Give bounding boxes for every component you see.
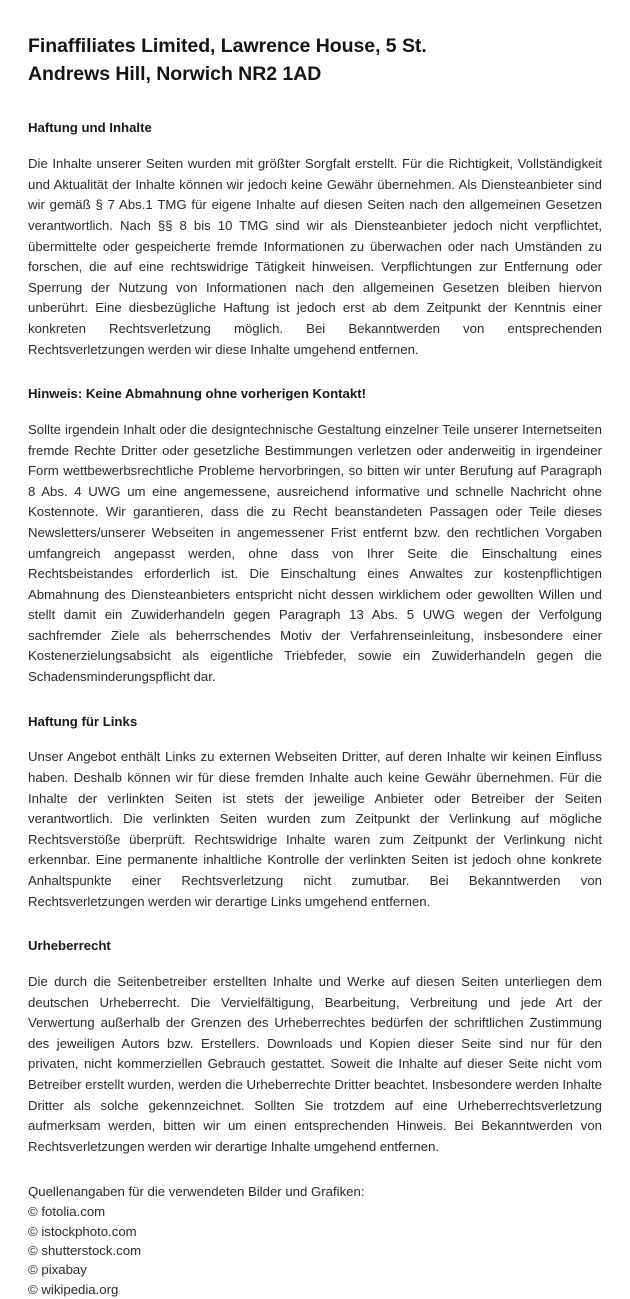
section-haftung-fuer-links bbox=[28, 713, 602, 913]
list-item: © istockphoto.com bbox=[28, 1223, 137, 1239]
section-heading: Hinweis: Keine Abmahnung ohne vorherigen Kontakt! bbox=[28, 386, 367, 402]
section-heading: Haftung und Inhalte bbox=[28, 120, 152, 136]
list-item: © wikipedia.org bbox=[28, 1281, 119, 1297]
section-body: Sollte irgendein Inhalt oder die designtechnische Gestaltung einzelner Teile unserer Internetseiten fremde Rechte Dritter oder gesetzliche Bestimmungen verletzen oder anderweitig in irgendeiner Form wettbewerbsrechtliche Probleme hervorbringen, so bitten wir unter Berufung auf Paragraph 8 Abs. 4 UWG um eine angemessene, ausreichend informative und schnelle Nachricht ohne Kostennote. Wir garantieren, dass die zu Recht beanstandeten Passagen oder Teile dieses Newsletters/unserer Webseiten in angemessener Frist entfernt bzw. den rechtlichen Vorgaben umfangreich angepasst werden, ohne dass von Ihrer Seite die Einschaltung eines Rechtsbeistandes erforderlich ist. Die Einschaltung eines Anwaltes zur kostenpflichtigen Abmahnung des Diensteanbieters entspricht nicht dessen wirklichem oder gewollten Willen und stellt damit ein Zuwiderhandeln gegen Paragraph 13 Abs. 5 UWG wegen der Verfolgung sachfremder Ziele als beherrschendes Motiv der Verfahrenseinleitung, insbesondere einer Kostenerzielungsabsicht als eigentliche Triebfeder, sowie ein Zuwiderhandeln gegen die Schadensminderungspflicht dar. bbox=[28, 421, 602, 685]
list-item: © fotolia.com bbox=[28, 1204, 106, 1220]
section-haftung-und-inhalte bbox=[28, 119, 602, 360]
section-urheberrecht bbox=[28, 937, 602, 1157]
section-heading: Urheberrecht bbox=[28, 938, 111, 954]
section-heading: Haftung für Links bbox=[28, 713, 138, 729]
image-sources-intro: Quellenangaben für die verwendeten Bilder und Grafiken: bbox=[28, 1184, 365, 1200]
section-body: Die Inhalte unserer Seiten wurden mit größter Sorgfalt erstellt. Für die Richtigkeit, Vollständigkeit und Aktualität der Inhalte können wir jedoch keine Gewähr übernehmen. Als Diensteanbieter sind wir gemäß § 7 Abs.1 TMG für eigene Inhalte auf diesen Seiten nach den allgemeinen Gesetzen verantwortlich. Nach §§ 8 bis 10 TMG sind wir als Diensteanbieter jedoch nicht verpflichtet, übermittelte oder gespeicherte fremde Informationen zu überwachen oder nach Umständen zu forschen, die auf eine rechtswidrige Tätigkeit hinweisen. Verpflichtungen zur Entfernung oder Sperrung der Nutzung von Informationen nach den allgemeinen Gesetzen bleiben hiervon unberührt. Eine diesbezügliche Haftung ist jedoch erst ab dem Zeitpunkt der Kenntnis einer konkreten Rechtsverletzung möglich. Bei Bekanntwerden von entsprechenden Rechtsverletzungen werden wir diese Inhalte umgehend entfernen. bbox=[28, 156, 602, 357]
list-item: © pixabay bbox=[28, 1262, 87, 1278]
page-title: Finaffiliates Limited, Lawrence House, 5 St. Andrews Hill, Norwich NR2 1AD bbox=[28, 35, 427, 85]
section-body: Die durch die Seitenbetreiber erstellten Inhalte und Werke auf diesen Seiten unterliegen dem deutschen Urheberrecht. Die Vervielfältigung, Bearbeitung, Verbreitung und jede Art der Verwertung außerhalb der Grenzen des Urheberrechtes bedürfen der schriftlichen Zustimmung des jeweiligen Autors bzw. Erstellers. Downloads und Kopien dieser Seite sind nur für den privaten, nicht kommerziellen Gebrauch gestattet. Soweit die Inhalte auf dieser Seite nicht vom Betreiber erstellt wurden, werden die Urheberrechte Dritter beachtet. Insbesondere werden Inhalte Dritter als solche gekennzeichnet. Sollten Sie trotzdem auf eine Urheberrechtsverletzung aufmerksam werden, bitten wir um einen entsprechenden Hinweis. Bei Bekanntwerden von Rechtsverletzungen werden wir derartige Inhalte umgehend entfernen. bbox=[28, 974, 602, 1154]
image-sources-block bbox=[28, 1182, 602, 1298]
section-body: Unser Angebot enthält Links zu externen Webseiten Dritter, auf deren Inhalte wir keinen Einfluss haben. Deshalb können wir für diese fremden Inhalte auch keine Gewähr übernehmen. Für die Inhalte der verlinkten Seiten ist stets der jeweilige Anbieter oder Betreiber der Seiten verantwortlich. Die verlinkten Seiten wurden zum Zeitpunkt der Verlinkung auf mögliche Rechtsverstöße überprüft. Rechtswidrige Inhalte waren zum Zeitpunkt der Verlinkung nicht erkennbar. Eine permanente inhaltliche Kontrolle der verlinkten Seiten ist jedoch ohne konkrete Anhaltspunkte einer Rechtsverletzung nicht zumutbar. Bei Bekanntwerden von Rechtsverletzungen werden wir derartige Links umgehend entfernen. bbox=[28, 749, 602, 909]
list-item: © shutterstock.com bbox=[28, 1242, 142, 1258]
image-sources-list bbox=[28, 1202, 602, 1298]
section-hinweis-abmahnung bbox=[28, 385, 602, 688]
